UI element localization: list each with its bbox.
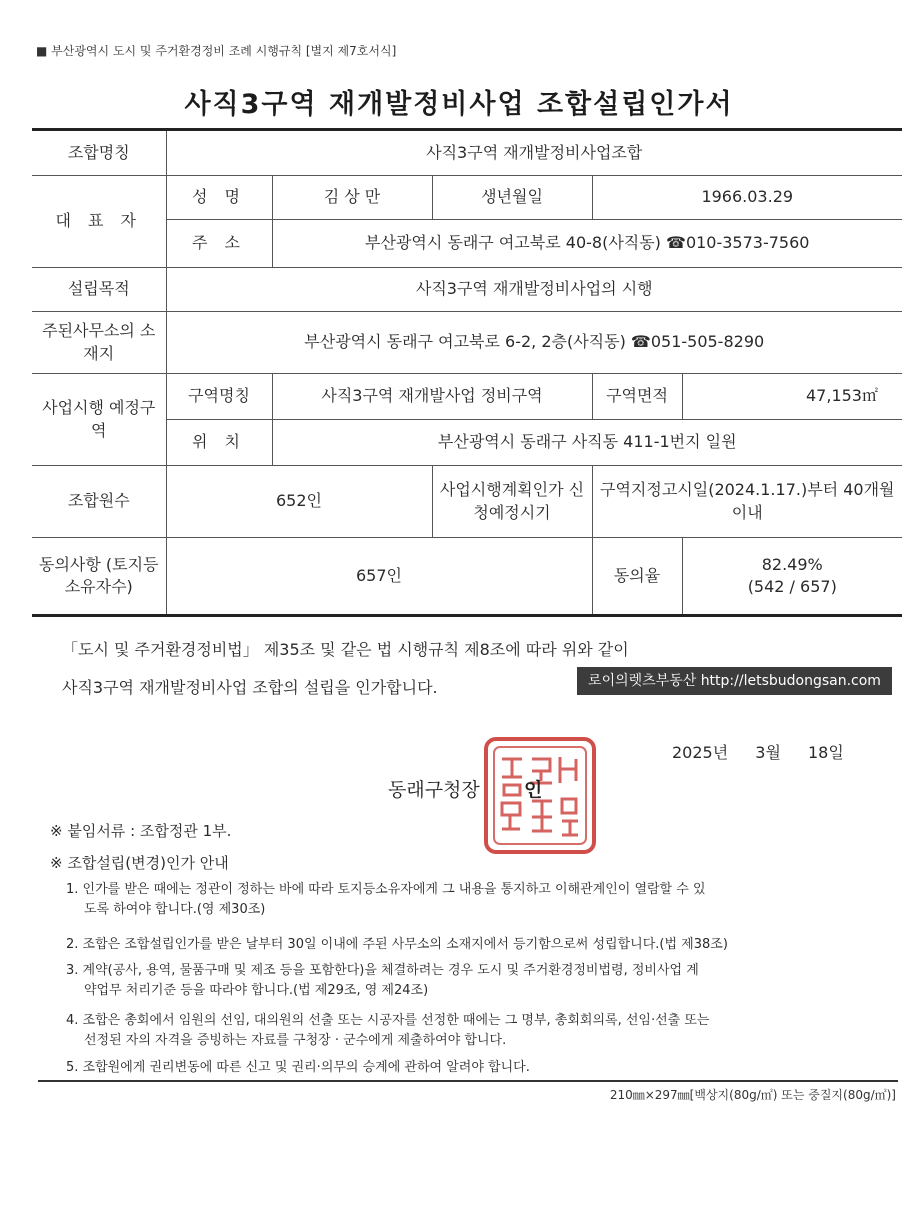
rate-label: 동의율 [592,538,682,616]
guide-item-1: 1. 인가를 받은 때에는 정관이 정하는 바에 따라 토지등소유자에게 그 내용을 통지하고 이해관계인이 열람할 수 있 도록 하여야 합니다.(영 제30조) [66,882,706,917]
purpose-value: 사직3구역 재개발정비사업의 시행 [166,268,902,312]
guide-item-3: 3. 계약(공사, 용역, 물품구매 및 제조 등을 포함한다)을 체결하려는 경우 도시 및 주거환경정비법령, 정비사업 계 약업무 처리기준 등을 따라야 합니다.(법 제29조, 영 제24조) [66,963,699,998]
watermark-banner: 로이의렛츠부동산 http://letsbudongsan.com [577,667,892,695]
seal-mark: 인 [524,779,543,801]
bottom-divider [38,1080,898,1082]
approval-statement-line2: 사직3구역 재개발정비사업 조합의 설립을 인가합니다. [62,678,438,697]
rate-ratio: (542 / 657) [747,577,837,596]
area-label: 구역면적 [592,374,682,420]
plan-label: 사업시행계획인가 신청예정시기 [432,466,592,538]
birth-label: 생년월일 [432,176,592,220]
members-value: 652인 [166,466,432,538]
application-table [32,128,902,617]
purpose-label: 설립목적 [32,268,166,312]
office-value: 부산광역시 동래구 여고북로 6-2, 2층(사직동) ☎051-505-8290 [166,312,902,374]
union-name-label: 조합명칭 [32,130,166,176]
rep-label: 대 표 자 [32,176,166,268]
area-value: 47,153㎡ [682,374,902,420]
rep-address-value: 부산광역시 동래구 여고북로 40-8(사직동) ☎010-3573-7560 [272,220,902,268]
location-label: 위 치 [166,420,272,466]
office-label: 주된사무소의 소재지 [32,312,166,374]
zone-name-label: 구역명칭 [166,374,272,420]
members-label: 조합원수 [32,466,166,538]
issuing-authority: 동래구청장 [388,779,480,801]
plan-value: 구역지정고시일(2024.1.17.)부터 40개월 이내 [592,466,902,538]
rate-value [682,538,902,616]
guide-item-5: 5. 조합원에게 권리변동에 따른 신고 및 권리·의무의 승계에 관하여 알려야 합니다. [66,1060,530,1075]
zone-label: 사업시행 예정구역 [32,374,166,466]
guide-item-4: 4. 조합은 총회에서 임원의 선임, 대의원의 선출 또는 시공자를 선정한 때에는 그 명부, 총회회의록, 선임·선출 또는 선정된 자의 자격을 증빙하는 자료를 구청장 · 군수에게 제출하여야 합니다. [66,1013,710,1048]
rate-percent: 82.49% [761,554,823,574]
guide-title: ※ 조합설립(변경)인가 안내 [50,854,229,872]
guide-item-2: 2. 조합은 조합설립인가를 받은 날부터 30일 이내에 주된 사무소의 소재지에서 등기함으로써 성립합니다.(법 제38조) [66,937,728,952]
document-title: 사직3구역 재개발정비사업 조합설립인가서 [184,89,734,120]
paper-spec: 210㎜×297㎜[백상지(80g/㎡) 또는 중질지(80g/㎡)] [609,1088,896,1102]
approval-statement-line1: 「도시 및 주거환경정비법」 제35조 및 같은 법 시행규칙 제8조에 따라 위와 같이 [62,640,629,659]
location-value: 부산광역시 동래구 사직동 411-1번지 일원 [272,420,902,466]
address-label: 주 소 [166,220,272,268]
name-label: 성 명 [166,176,272,220]
zone-name-value: 사직3구역 재개발사업 정비구역 [272,374,592,420]
union-name-value: 사직3구역 재개발정비사업조합 [166,130,902,176]
consent-label: 동의사항 (토지등 소유자수) [32,538,166,616]
attachments-note: ※ 붙임서류 : 조합정관 1부. [50,822,232,840]
issue-date: 2025년 3월 18일 [672,743,844,762]
rep-name-value: 김 상 만 [272,176,432,220]
consent-value: 657인 [166,538,592,616]
rep-birth-value: 1966.03.29 [592,176,902,220]
form-header-note: ■ 부산광역시 도시 및 주거환경정비 조례 시행규칙 [별지 제7호서식] [36,44,397,58]
